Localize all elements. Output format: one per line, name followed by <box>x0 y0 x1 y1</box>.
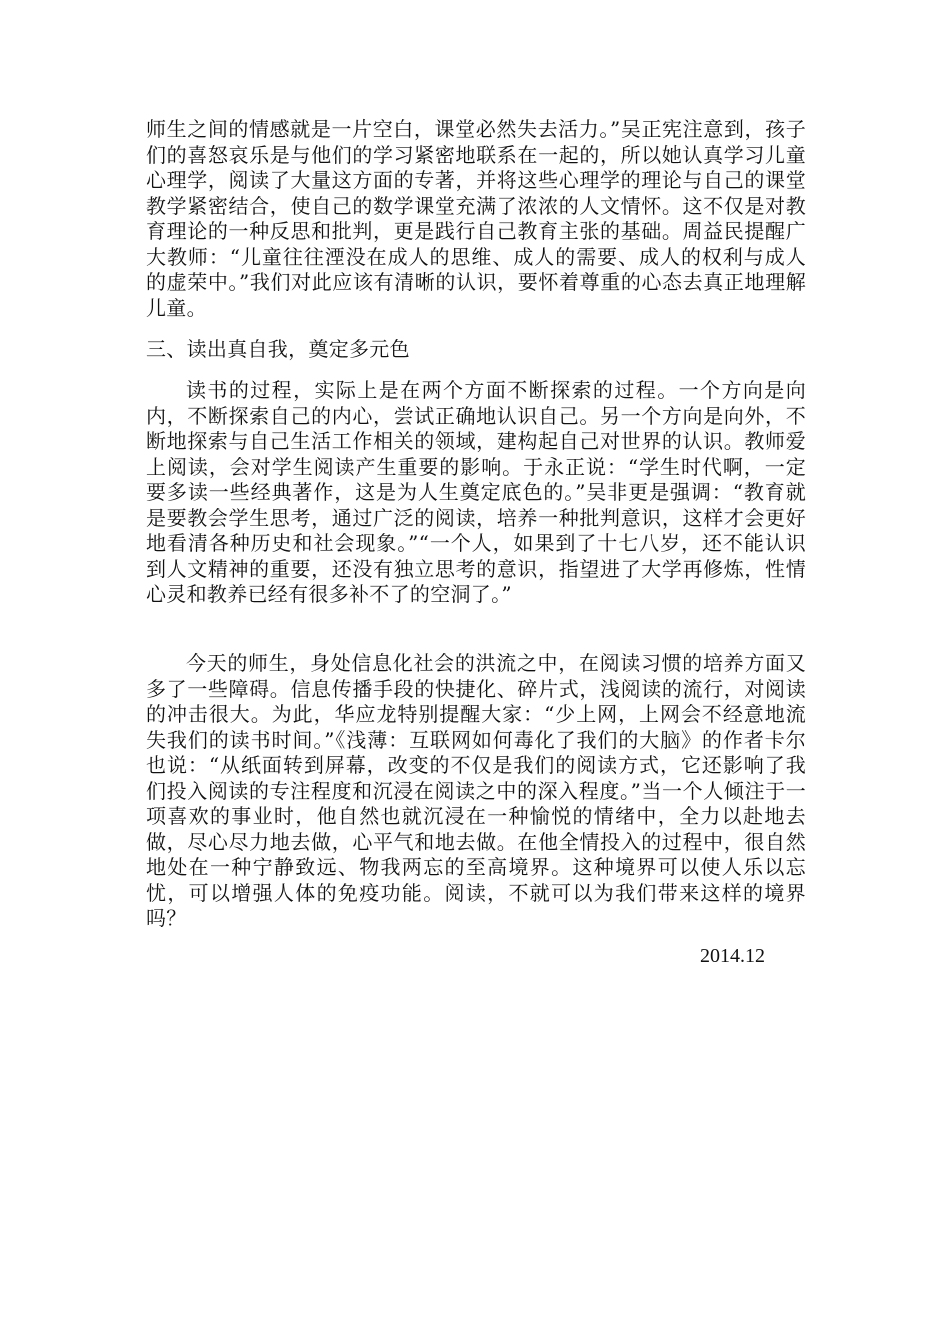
document-date: 2014.12 <box>700 945 765 967</box>
body-paragraph-2: 读书的过程，实际上是在两个方面不断探索的过程。一个方向是向内，不断探索自己的内心，尝试正确地认识自己。另一个方向是向外，不断地探索与自己生活工作相关的领域，建构起自己对世界的认识。教师爱上阅读，会对学生阅读产生重要的影响。于永正说：“学生时代啊，一定要多读一些经典著作，这是为人生奠定底色的。”吴非更是强调：“教育就是要教会学生思考，通过广泛的阅读，培养一种批判意识，这样才会更好地看清各种历史和社会现象。”“一个人，如果到了十七八岁，还不能认识到人文精神的重要，还没有独立思考的意识，指望进了大学再修炼，性情心灵和教养已经有很多补不了的空洞了。” <box>146 378 806 606</box>
body-paragraph-3: 今天的师生，身处信息化社会的洪流之中，在阅读习惯的培养方面又多了一些障碍。信息传播手段的快捷化、碎片式，浅阅读的流行，对阅读的冲击很大。为此，华应龙特别提醒大家：“少上网，上网会不经意地流失我们的读书时间。”《浅薄：互联网如何毒化了我们的大脑》的作者卡尔也说：“从纸面转到屏幕，改变的不仅是我们的阅读方式，它还影响了我们投入阅读的专注程度和沉浸在阅读之中的深入程度。”当一个人倾注于一项喜欢的事业时，他自然也就沉浸在一种愉悦的情绪中，全力以赴地去做，尽心尽力地去做，心平气和地去做。在他全情投入的过程中，很自然地处在一种宁静致远、物我两忘的至高境界。这种境界可以使人乐以忘忧，可以增强人体的免疫功能。阅读，不就可以为我们带来这样的境界吗？ <box>146 651 806 930</box>
section-heading: 三、读出真自我，奠定多元色 <box>146 337 410 361</box>
body-paragraph-1: 师生之间的情感就是一片空白，课堂必然失去活力。”吴正宪注意到，孩子们的喜怒哀乐是与他们的学习紧密地联系在一起的，所以她认真学习儿童心理学，阅读了大量这方面的专著，并将这些心理学的理论与自己的课堂教学紧密结合，使自己的数学课堂充满了浓浓的人文情怀。这不仅是对教育理论的一种反思和批判，更是践行自己教育主张的基础。周益民提醒广大教师：“儿童往往湮没在成人的思维、成人的需要、成人的权利与成人的虚荣中。”我们对此应该有清晰的认识，要怀着尊重的心态去真正地理解儿童。 <box>146 117 806 320</box>
